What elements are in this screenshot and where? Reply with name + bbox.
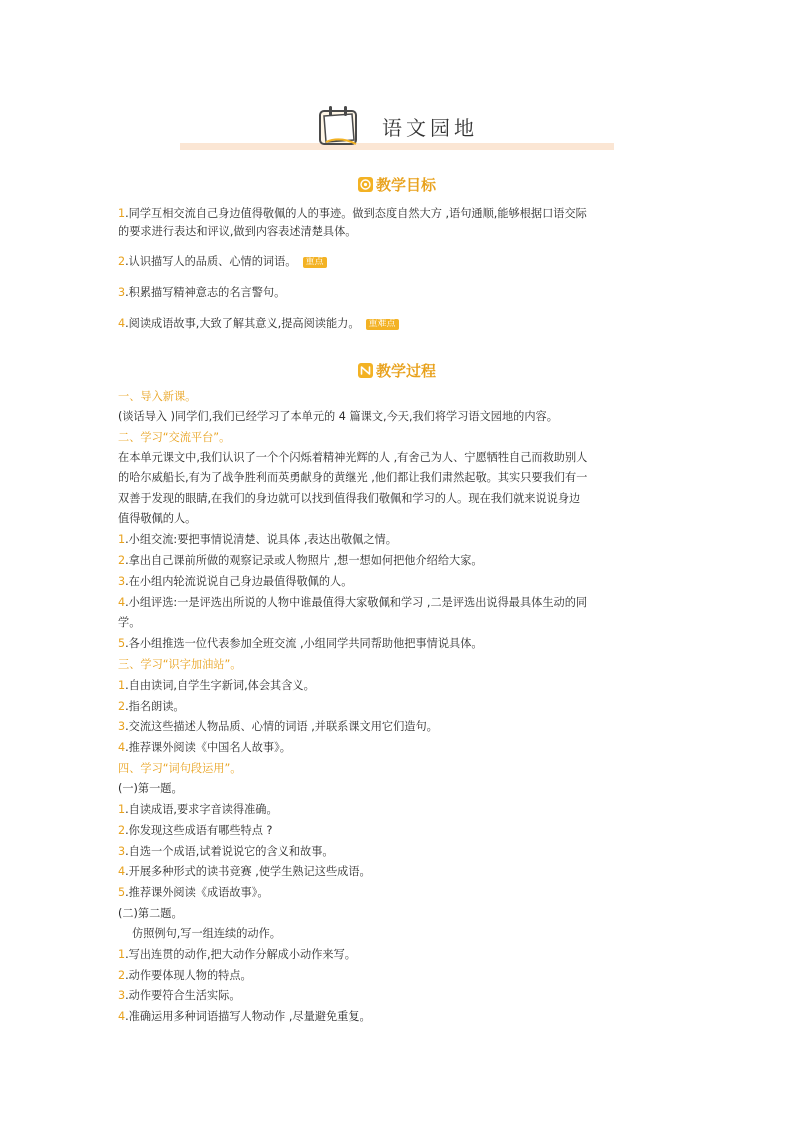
list-item xyxy=(118,947,356,962)
list-item xyxy=(118,844,334,859)
list-text: .推荐课外阅读《成语故事》。 xyxy=(125,886,269,899)
list-text: .小组交流:要把事情说清楚、说具体 ,表达出敬佩之情。 xyxy=(125,533,397,546)
list-number: 5 xyxy=(118,886,126,899)
section-2-title: 二、学习“交流平台”。 xyxy=(118,431,231,444)
goal-item-4 xyxy=(118,316,399,331)
list-item xyxy=(118,574,352,589)
subsection-title: (二)第二题。 xyxy=(118,907,183,920)
goal-number: 1 xyxy=(118,207,126,220)
page-header xyxy=(180,100,614,152)
list-number: 3 xyxy=(118,720,126,733)
list-item xyxy=(118,988,241,1003)
list-number: 4 xyxy=(118,1010,126,1023)
goal-item-3 xyxy=(118,285,285,300)
section-2-paragraph-line: 的哈尔威船长,有为了战争胜利而英勇献身的黄继光 ,他们都让我们肃然起敬。其实只要我们有一 xyxy=(118,471,588,484)
section-1-paragraph: (谈话导入 )同学们,我们已经学习了本单元的 4 篇课文,今天,我们将学习语文园地的内容。 xyxy=(118,410,558,423)
list-text: .准确运用多种词语描写人物动作 ,尽量避免重复。 xyxy=(125,1010,371,1023)
list-text: .推荐课外阅读《中国名人故事》。 xyxy=(125,741,291,754)
difficulty-badge: 重难点 xyxy=(366,319,399,330)
list-item xyxy=(118,864,371,879)
goal-text: .认识描写人的品质、心情的词语。 xyxy=(125,255,297,268)
list-text: .写出连贯的动作,把大动作分解成小动作来写。 xyxy=(125,948,356,961)
process-heading xyxy=(0,360,794,381)
list-number: 3 xyxy=(118,575,126,588)
list-number: 4 xyxy=(118,741,126,754)
process-heading-label: 教学过程 xyxy=(375,362,436,380)
list-item xyxy=(118,553,483,568)
process-icon xyxy=(358,363,373,378)
list-number: 4 xyxy=(118,865,126,878)
goals-heading xyxy=(0,174,794,195)
list-item xyxy=(118,636,483,651)
section-3-title: 三、学习“识字加油站”。 xyxy=(118,658,242,671)
goal-number: 2 xyxy=(118,255,126,268)
list-text: .自读成语,要求字音读得准确。 xyxy=(125,803,278,816)
subsection-intro: 仿照例句,写一组连续的动作。 xyxy=(132,927,281,940)
list-number: 2 xyxy=(118,554,126,567)
list-text: .自选一个成语,试着说说它的含义和故事。 xyxy=(125,845,334,858)
list-text: .各小组推选一位代表参加全班交流 ,小组同学共同帮助他把事情说具体。 xyxy=(125,637,483,650)
list-number: 1 xyxy=(118,533,126,546)
list-item xyxy=(118,802,278,817)
list-text: .指名朗读。 xyxy=(125,700,185,713)
list-item xyxy=(118,740,291,755)
list-number: 2 xyxy=(118,969,126,982)
list-number: 4 xyxy=(118,596,126,609)
goal-text: .积累描写精神意志的名言警句。 xyxy=(125,286,286,299)
goal-item-1-line-2 xyxy=(118,224,357,239)
calendar-notebook-icon xyxy=(316,102,362,148)
list-item xyxy=(118,823,272,838)
list-item xyxy=(118,595,587,610)
list-number: 1 xyxy=(118,679,126,692)
list-text: .在小组内轮流说说自己身边最值得敬佩的人。 xyxy=(125,575,353,588)
list-text: .小组评选:一是评选出所说的人物中谁最值得大家敬佩和学习 ,二是评选出说得最具体生动的同 xyxy=(125,596,588,609)
list-number: 1 xyxy=(118,948,126,961)
section-2-paragraph-line: 在本单元课文中,我们认识了一个个闪烁着精神光辉的人 ,有舍己为人、宁愿牺牲自己而救助别人 xyxy=(118,451,588,464)
goal-text: .阅读成语故事,大致了解其意义,提高阅读能力。 xyxy=(125,317,360,330)
header-underline-band xyxy=(180,143,614,150)
list-item xyxy=(118,885,269,900)
list-text: .动作要符合生活实际。 xyxy=(125,989,241,1002)
list-text: .你发现这些成语有哪些特点 ? xyxy=(125,824,273,837)
list-text: .动作要体现人物的特点。 xyxy=(125,969,252,982)
list-number: 3 xyxy=(118,845,126,858)
target-icon xyxy=(358,177,373,192)
list-number: 1 xyxy=(118,803,126,816)
list-text: .开展多种形式的读书竞赛 ,使学生熟记这些成语。 xyxy=(125,865,371,878)
goal-item-1-line-1 xyxy=(118,206,587,221)
list-item xyxy=(118,1009,371,1024)
section-2-paragraph-line: 双善于发现的眼睛,在我们的身边就可以找到值得我们敬佩和学习的人。现在我们就来说说身边 xyxy=(118,492,581,505)
list-number: 2 xyxy=(118,824,126,837)
section-4-title: 四、学习“词句段运用”。 xyxy=(118,762,242,775)
goal-number: 4 xyxy=(118,317,126,330)
list-text: .交流这些描述人物品质、心情的词语 ,并联系课文用它们造句。 xyxy=(125,720,438,733)
list-item xyxy=(118,678,315,693)
list-item xyxy=(118,532,397,547)
list-item xyxy=(118,699,185,714)
goal-item-2 xyxy=(118,254,327,269)
section-2-paragraph-line: 值得敬佩的人。 xyxy=(118,512,197,525)
goal-text: .同学互相交流自己身边值得敬佩的人的事迹。做到态度自然大方 ,语句通顺,能够根据口语交际 xyxy=(125,207,587,220)
list-item-continuation: 学。 xyxy=(118,616,141,629)
list-text: .自由读词,自学生字新词,体会其含义。 xyxy=(125,679,315,692)
subsection-title: (一)第一题。 xyxy=(118,782,183,795)
page-title: 语文园地 xyxy=(382,116,478,140)
key-point-badge: 重点 xyxy=(303,257,327,268)
list-number: 5 xyxy=(118,637,126,650)
section-1-title: 一、导入新课。 xyxy=(118,390,197,403)
list-number: 2 xyxy=(118,700,126,713)
list-text: .拿出自己课前所做的观察记录或人物照片 ,想一想如何把他介绍给大家。 xyxy=(125,554,483,567)
list-number: 3 xyxy=(118,989,126,1002)
goal-text: 的要求进行表达和评议,做到内容表述清楚具体。 xyxy=(118,225,357,238)
list-item xyxy=(118,719,438,734)
list-item xyxy=(118,968,252,983)
goals-heading-label: 教学目标 xyxy=(375,176,436,194)
goal-number: 3 xyxy=(118,286,126,299)
